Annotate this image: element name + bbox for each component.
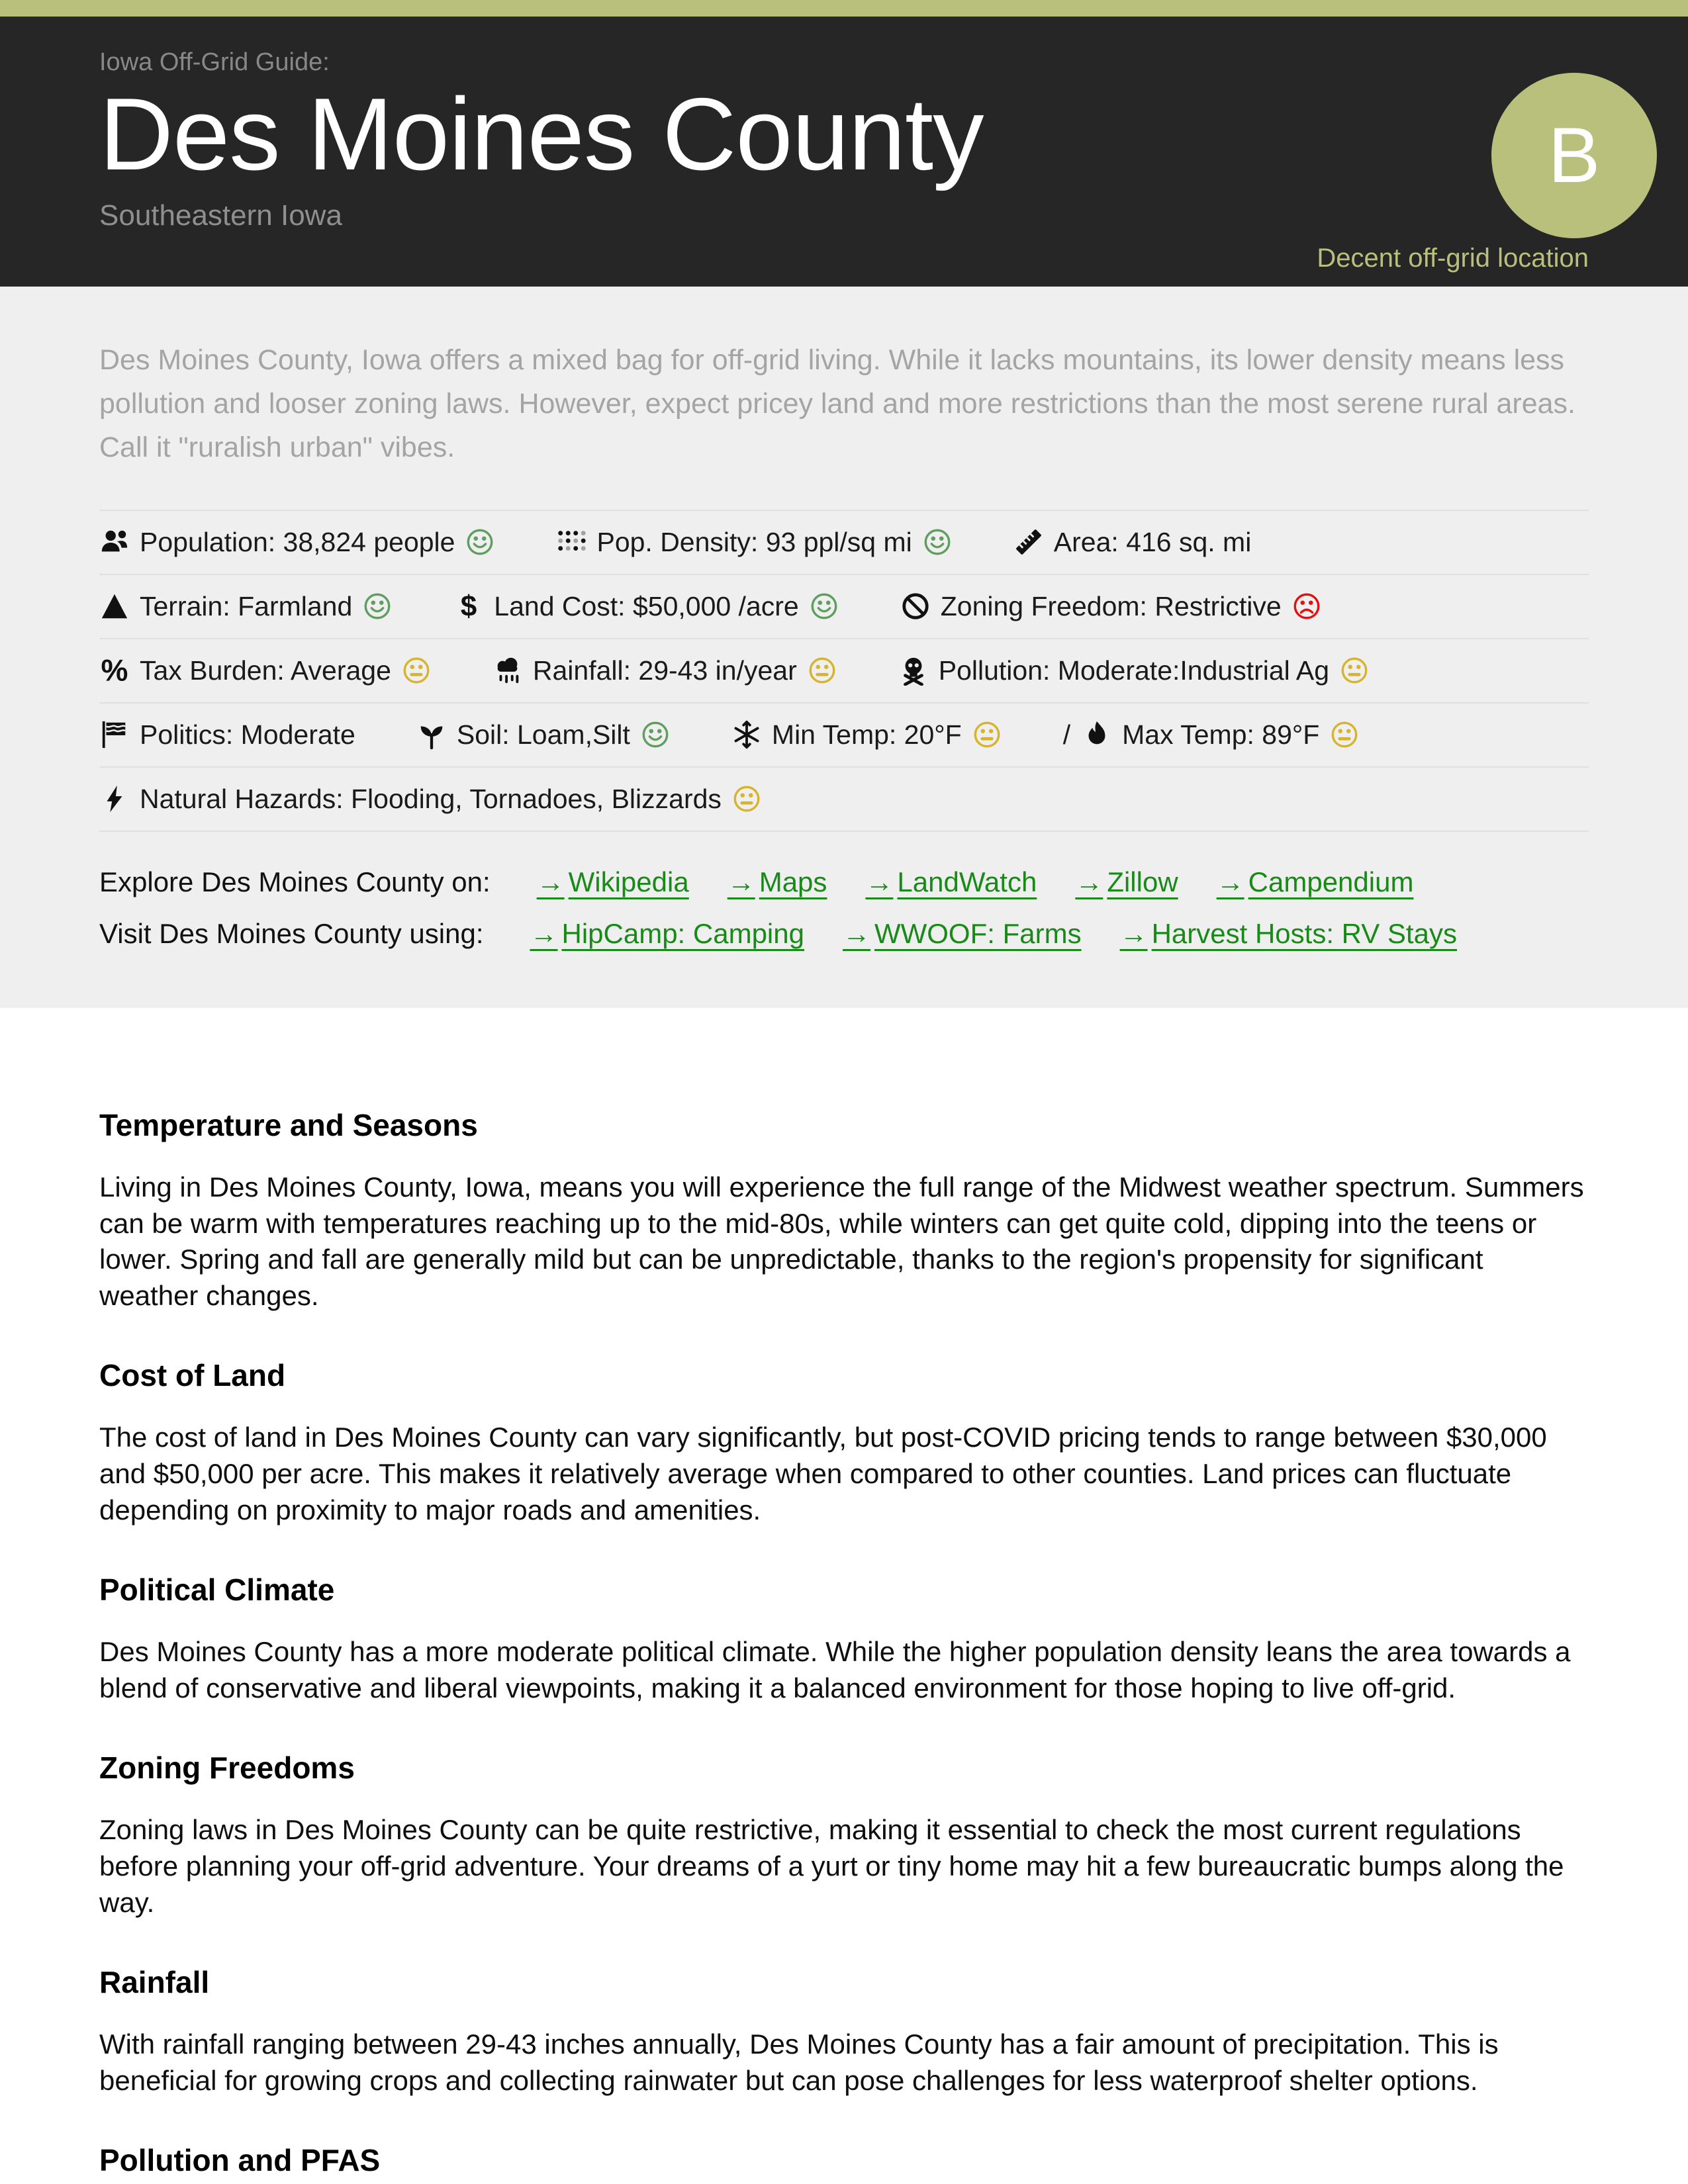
happy-face-icon [465,527,495,557]
stat-label: Zoning Freedom: Restrictive [940,590,1282,621]
ruler-icon [1013,527,1044,557]
stat-row [99,574,1589,638]
stat-item-politics [99,719,355,751]
link-maps[interactable]: → Maps [727,866,827,897]
arrow-icon: → [1216,866,1244,897]
link-campendium[interactable]: → Campendium [1216,866,1414,897]
section-heading-zoning-freedoms: Zoning Freedoms [99,1751,355,1786]
link-harvest-hosts-rv-stays[interactable]: → Harvest Hosts: RV Stays [1119,917,1457,949]
skull-icon [898,655,929,686]
svg-text:$: $ [461,591,477,622]
stat-label: Population: 38,824 people [140,526,455,557]
stat-label: Natural Hazards: Flooding, Tornadoes, Blizzards [140,783,722,814]
arrow-icon: → [842,917,870,949]
link-landwatch[interactable]: → LandWatch [865,866,1037,897]
happy-face-icon [362,591,393,621]
arrow-icon: → [1119,917,1148,949]
link-wwoof-farms[interactable]: → WWOOF: Farms [842,917,1082,949]
neutral-face-icon [731,784,762,814]
stat-label: Rainfall: 29-43 in/year [532,655,797,686]
flame-icon [1082,719,1112,750]
happy-face-icon [922,527,953,557]
neutral-face-icon [972,719,1002,750]
plant-icon [416,719,447,750]
neutral-face-icon [807,655,837,686]
stat-item-area [1013,527,1252,558]
arrow-icon: → [530,917,558,949]
page-title: Des Moines County [99,77,984,191]
stat-row [99,702,1589,766]
summary-section [0,287,1688,1008]
stat-row [99,638,1589,702]
neutral-face-icon [1339,655,1370,686]
stat-item-tax-burden [99,655,432,686]
grade-badge [1491,73,1657,238]
section-paragraph: Living in Des Moines County, Iowa, means you will experience the full range of the Midwest weather spectrum. Summers can be warm with temperatures reaching up to the mid-80s, while winters can get quite cold, dipping into the teens or lower. Spring and fall are generally mild but can be unpredictable, thanks to the region's propensity for significant weather changes. [99,1171,1584,1311]
links-row-label: Explore Des Moines County on: [99,866,491,897]
stat-row [99,510,1589,574]
links-row [99,918,1589,950]
stat-label: Politics: Moderate [140,719,355,750]
link-wikipedia[interactable]: → Wikipedia [536,866,689,897]
grade-letter: B [1548,112,1601,199]
stat-label: Tax Burden: Average [140,655,391,686]
section-paragraph: The cost of land in Des Moines County can vary significantly, but post-COVID pricing tends to range between $30,000 and $50,000 per acre. This makes it relatively average when compared to other counties. Land prices can fluctuate depending on proximity to major roads and amenities. [99,1422,1547,1525]
no-entry-icon [900,591,931,621]
happy-face-icon [640,719,671,750]
sad-face-icon [1291,591,1322,621]
stat-item-terrain [99,591,393,622]
accent-top-strip [0,0,1688,17]
stat-item-rainfall [492,655,837,686]
stat-label: Max Temp: 89°F [1122,719,1320,750]
stat-label: Min Temp: 20°F [771,719,962,750]
stat-label: Soil: Loam,Silt [456,719,630,750]
section-heading-pollution-and-pfas: Pollution and PFAS [99,2143,381,2178]
stat-label: Area: 416 sq. mi [1053,526,1252,557]
neutral-face-icon [1329,719,1360,750]
stat-label: Pop. Density: 93 ppl/sq mi [596,526,912,557]
links-row-label: Visit Des Moines County using: [99,917,484,949]
neutral-face-icon [401,655,432,686]
section-paragraph: Zoning laws in Des Moines County can be quite restrictive, making it essential to check the most current regulations before planning your off-grid adventure. Your dreams of a yurt or tiny home may hit a few bureaucratic bumps along the way. [99,1814,1564,1918]
section-heading-rainfall: Rainfall [99,1965,210,2000]
intro-paragraph: Des Moines County, Iowa offers a mixed bag for off-grid living. While it lacks mountains, its lower density means less pollution and looser zoning laws. However, expect pricey land and more restrictions than the most serene rural areas. Call it "ruralish urban" vibes. [99,344,1575,464]
region-subtitle: Southeastern Iowa [99,199,342,232]
percent-icon [99,655,130,686]
link-zillow[interactable]: → Zillow [1075,866,1178,897]
link-hipcamp-camping[interactable]: → HipCamp: Camping [530,917,804,949]
stat-label: Terrain: Farmland [140,590,353,621]
stat-item-zoning-freedom [900,591,1322,622]
stat-row [99,766,1589,832]
flag-icon [99,719,130,750]
stat-item-max-temp [1063,719,1360,751]
stat-item-land-cost [453,591,839,622]
people-icon [99,527,130,557]
separator-slash: / [1062,719,1071,750]
rain-cloud-icon [492,655,523,686]
section-heading-political-climate: Political Climate [99,1572,335,1608]
happy-face-icon [809,591,839,621]
section-heading-cost-of-land: Cost of Land [99,1358,286,1393]
guide-kicker: Iowa Off-Grid Guide: [99,48,330,76]
links-block [99,866,1589,950]
arrow-icon: → [865,866,894,897]
stats-list [99,510,1589,832]
section-paragraph: With rainfall ranging between 29-43 inches annually, Des Moines County has a fair amount of precipitation. This is beneficial for growing crops and collecting rainwater but can pose challenges for less waterproof shelter options. [99,2028,1499,2096]
density-icon [556,527,586,557]
mountain-icon [99,591,130,621]
stat-item-population [99,527,495,558]
arrow-icon: → [727,866,755,897]
snowflake-icon [731,719,762,750]
bolt-icon [99,784,130,814]
arrow-icon: → [1075,866,1103,897]
page-header [0,17,1688,287]
stat-item-pop-density [556,527,952,558]
stat-label: Land Cost: $50,000 /acre [494,590,799,621]
svg-text:%: % [101,655,128,686]
stat-item-pollution [898,655,1370,686]
arrow-icon: → [536,866,565,897]
article-content [0,1008,1688,2178]
stat-item-natural-hazards [99,784,762,815]
stat-label: Pollution: Moderate:Industrial Ag [938,655,1330,686]
dollar-icon [453,591,484,621]
stat-item-min-temp [731,719,1002,751]
grade-tagline: Decent off-grid location [1317,244,1589,273]
links-row [99,866,1589,898]
stat-item-soil [416,719,671,751]
section-paragraph: Des Moines County has a more moderate political climate. While the higher population density leans the area towards a blend of conservative and liberal viewpoints, making it a balanced environment for those hoping to live off-grid. [99,1636,1571,1704]
section-heading-temperature-and-seasons: Temperature and Seasons [99,1108,478,1142]
